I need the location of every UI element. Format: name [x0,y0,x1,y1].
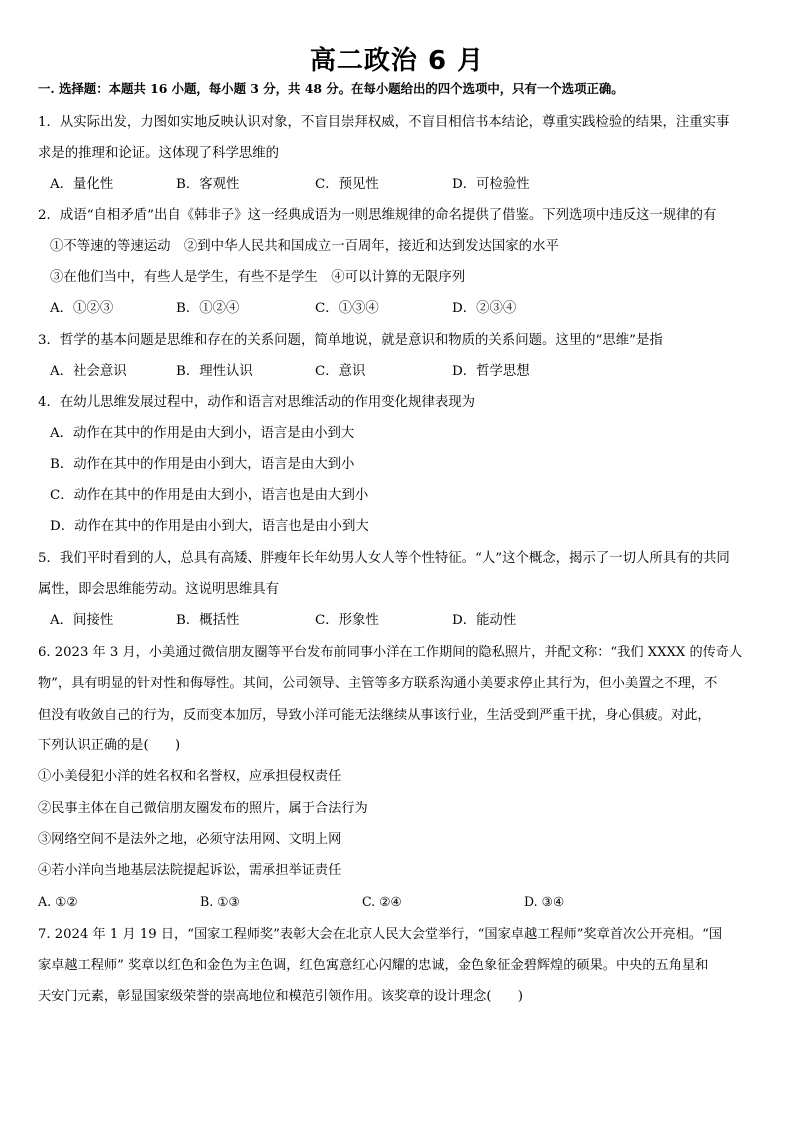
q1-line2: 求是的推理和论证。这体现了科学思维的 [38,146,280,161]
q2-statement-2: ③在他们当中，有些人是学生，有些不是学生 ④可以计算的无限序列 [50,270,466,285]
q1-option-c: C．预见性 [315,177,379,192]
q6-line4: 下列认识正确的是( ) [38,738,181,753]
q5-option-b: B．概括性 [176,613,240,628]
q4-option-a: A．动作在其中的作用是由大到小，语言是由小到大 [50,426,355,441]
q4-option-b: B．动作在其中的作用是由小到大，语言是由大到小 [50,457,355,472]
q6-statement-4: ④若小洋向当地基层法院提起诉讼，需承担举证责任 [38,863,342,878]
q2-option-d: D．②③④ [452,301,517,316]
q2-option-b: B．①②④ [176,301,240,316]
q6-option-a: A. ①② [38,894,78,909]
q5-line1: 5．我们平时看到的人，总具有高矮、胖瘦年长年幼男人女人等个性特征。“人”这个概念，揭示了一切人所具有的共同 [38,551,730,566]
q5-line2: 属性，即会思维能劳动。这说明思维具有 [38,582,280,597]
q2-option-a: A．①②③ [50,301,114,316]
q7-line3: 天安门元素，彰显国家级荣誉的崇高地位和模范引领作用。该奖章的设计理念( ) [38,989,524,1004]
q3-option-a: A．社会意识 [50,364,127,379]
q2-statement-1: ①不等速的等速运动 ②到中华人民共和国成立一百周年，接近和达到发达国家的水平 [50,239,559,254]
q4-option-c: C．动作在其中的作用是由大到小，语言也是由大到小 [50,488,369,503]
q6-line3: 但没有收敛自己的行为，反而变本加厉，导致小洋可能无法继续从事该行业，生活受到严重干扰，身心俱疲。对此， [38,708,711,723]
q3-option-b: B．理性认识 [176,364,253,379]
q1-line1: 1．从实际出发，力图如实地反映认识对象，不盲目崇拜权威，不盲目相信书本结论，尊重实践检验的结果，注重实事 [38,115,730,130]
q1-option-b: B．客观性 [176,177,240,192]
q6-statement-3: ③网络空间不是法外之地，必须守法用网、文明上网 [38,832,342,847]
q5-option-a: A．间接性 [50,613,114,628]
q1-option-a: A．量化性 [50,177,114,192]
q6-line1: 6. 2023 年 3 月，小美通过微信朋友圈等平台发布前同事小洋在工作期间的隐私照片，并配文称：“我们 XXXX 的传奇人 [38,645,743,660]
section-heading: 一. 选择题：本题共 16 小题，每小题 3 分，共 48 分。在每小题给出的四个选项中，只有一个选项正确。 [38,81,624,96]
q4-line1: 4．在幼儿思维发展过程中，动作和语言对思维活动的作用变化规律表现为 [38,395,476,410]
q4-option-d: D．动作在其中的作用是由小到大，语言也是由小到大 [50,519,369,534]
q2-option-c: C．①③④ [315,301,379,316]
page-title: 高二政治 6 月 [309,46,485,76]
q6-option-d: D. ③④ [524,894,565,909]
q2-line1: 2．成语“自相矛盾”出自《韩非子》这一经典成语为一则思维规律的命名提供了借鉴。下列选项中违反这一规律的有 [38,208,717,223]
q6-statement-1: ①小美侵犯小洋的姓名权和名誉权，应承担侵权责任 [38,769,342,784]
q1-option-d: D．可检验性 [452,177,530,192]
q6-statement-2: ②民事主体在自己微信朋友圈发布的照片，属于合法行为 [38,801,368,816]
q7-line1: 7. 2024 年 1 月 19 日，“国家工程师奖”表彰大会在北京人民大会堂举行，“国家卓越工程师”奖章首次公开亮相。“国 [38,927,723,942]
q5-option-d: D．能动性 [452,613,517,628]
q3-option-c: C．意识 [315,364,366,379]
q5-option-c: C．形象性 [315,613,379,628]
q7-line2: 家卓越工程师” 奖章以红色和金色为主色调，红色寓意红心闪耀的忠诚，金色象征金碧辉煌的硕果。中央的五角星和 [38,958,709,973]
q6-option-b: B. ①③ [200,894,240,909]
q3-line1: 3．哲学的基本问题是思维和存在的关系问题，简单地说，就是意识和物质的关系问题。这里的“思维”是指 [38,333,663,348]
q6-option-c: C. ②④ [362,894,402,909]
q3-option-d: D．哲学思想 [452,364,530,379]
q6-line2: 物”，具有明显的针对性和侮辱性。其间，公司领导、主管等多方联系沟通小美要求停止其行为，但小美置之不理，不 [38,676,718,691]
